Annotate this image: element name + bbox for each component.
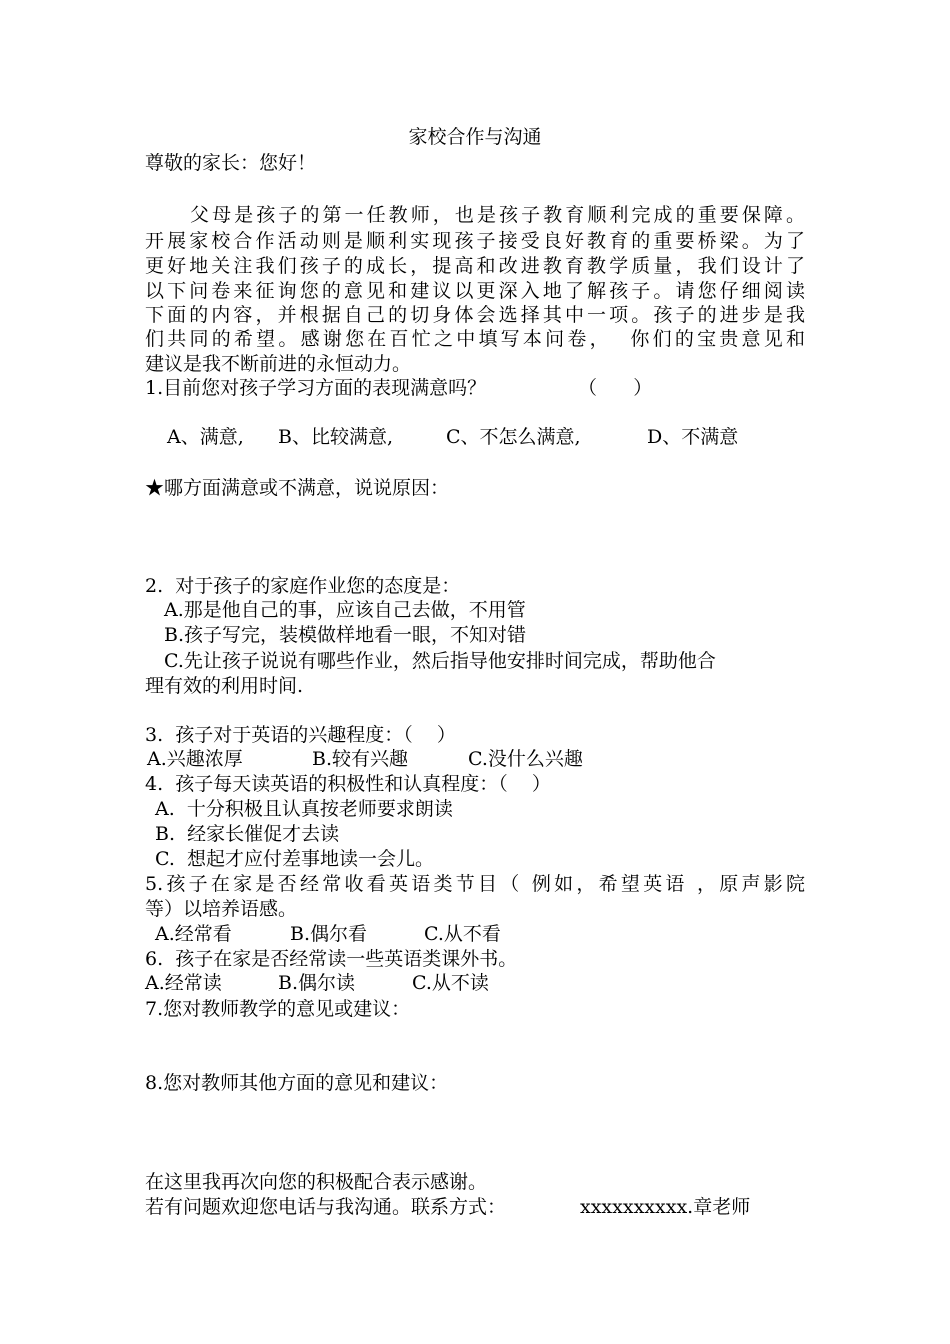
q3-question: 3. 孩子对于英语的兴趣程度：（ ） [145,724,456,746]
q5-option-a[interactable]: A.经常看 [155,923,232,945]
q1-option-d[interactable]: D、不满意 [647,426,739,448]
closing-contact-value: xxxxxxxxxx.章老师 [580,1196,751,1218]
q1-followup: ★哪方面满意或不满意，说说原因： [145,477,450,499]
q5-option-c[interactable]: C.从不看 [424,923,501,945]
intro-line-5: 下面的内容，并根据自己的切身体会选择其中一项。孩子的进步是我 [145,304,805,326]
q1-option-b[interactable]: B、比较满意, [278,426,394,448]
q6-option-c[interactable]: C.从不读 [412,972,489,994]
intro-line-4: 以下问卷来征询您的意见和建议以更深入地了解孩子。请您仔细阅读 [145,280,805,302]
greeting: 尊敬的家长：您好！ [145,152,317,174]
q2-option-a[interactable]: A.那是他自己的事，应该自己去做，不用管 [164,599,526,621]
q3-option-a[interactable]: A.兴趣浓厚 [147,748,243,770]
q1-option-a[interactable]: A、满意, [167,426,244,448]
q6-question: 6. 孩子在家是否经常读一些英语类课外书。 [145,948,518,970]
intro-line-1: 父母是孩子的第一任教师，也是孩子教育顺利完成的重要保障。 [190,204,805,226]
q5-option-b[interactable]: B.偶尔看 [290,923,368,945]
q4-option-a[interactable]: A. 十分积极且认真按老师要求朗读 [155,798,453,820]
q7-question: 7.您对教师教学的意见或建议： [145,998,411,1020]
q5-question-line1: 5.孩子在家是否经常收看英语类节目（ 例如，希望英语 ，原声影院 [145,873,805,895]
q4-option-b[interactable]: B. 经家长催促才去读 [155,823,340,845]
intro-line-6: 们共同的希望。感谢您在百忙之中填写本问卷， 你们的宝贵意见和 [145,328,805,350]
q2-option-b[interactable]: B.孩子写完，装模做样地看一眼，不知对错 [164,624,527,646]
intro-line-2: 开展家校合作活动则是顺利实现孩子接受良好教育的重要桥梁。为了 [145,230,805,252]
q3-option-c[interactable]: C.没什么兴趣 [468,748,583,770]
q3-option-b[interactable]: B.较有兴趣 [312,748,409,770]
intro-line-7: 建议是我不断前进的永恒动力。 [145,353,412,375]
closing-contact-prefix: 若有问题欢迎您电话与我沟通。联系方式： [145,1196,507,1218]
q1-question: 1.目前您对孩子学习方面的表现满意吗？ [145,377,487,399]
q6-option-a[interactable]: A.经常读 [145,972,222,994]
q4-option-c[interactable]: C. 想起才应付差事地读一会儿。 [155,848,434,870]
q2-option-c-line1[interactable]: C.先让孩子说说有哪些作业，然后指导他安排时间完成，帮助他合 [164,650,716,672]
page-title: 家校合作与沟通 [408,126,542,148]
intro-line-3: 更好地关注我们孩子的成长，提高和改进教育教学质量，我们设计了 [145,255,805,277]
q1-option-c[interactable]: C、不怎么满意, [446,426,581,448]
closing-thanks: 在这里我再次向您的积极配合表示感谢。 [145,1171,488,1193]
q5-question-line2: 等）以培养语感。 [145,898,298,920]
q4-question: 4. 孩子每天读英语的积极性和认真程度：（ ） [145,773,551,795]
q8-question: 8.您对教师其他方面的意见和建议： [145,1072,449,1094]
q6-option-b[interactable]: B.偶尔读 [278,972,356,994]
q1-answer-blank[interactable]: （ ） [578,377,653,399]
q2-question: 2. 对于孩子的家庭作业您的态度是： [145,575,461,597]
q2-option-c-line2: 理有效的利用时间. [145,675,304,697]
